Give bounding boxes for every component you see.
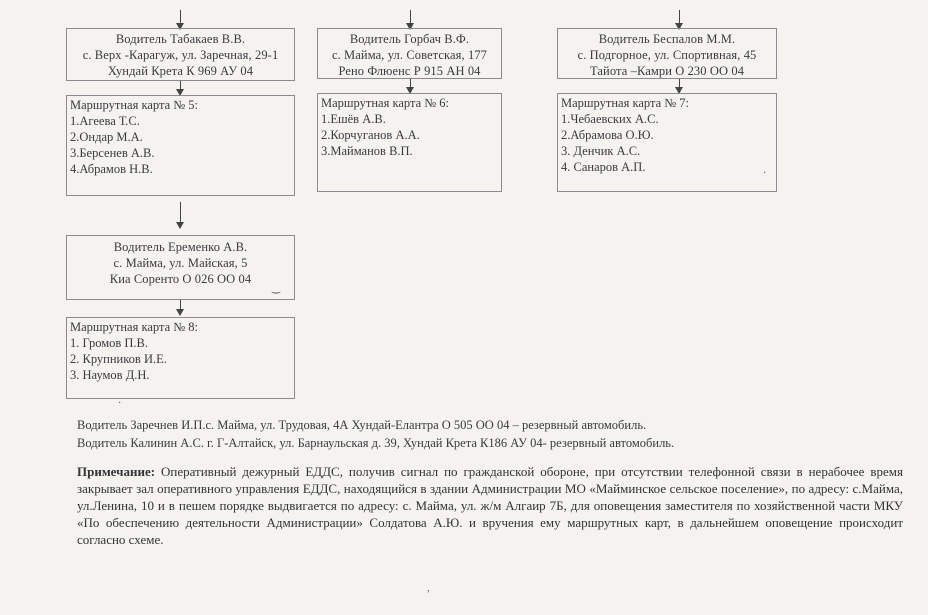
driver-address: с. Подгорное, ул. Спортивная, 45 bbox=[577, 48, 757, 62]
driver-car: Тайота –Камри О 230 ОО 04 bbox=[589, 64, 745, 78]
route-item: 4. Санаров А.П. bbox=[561, 160, 646, 174]
route-item: 2.Ондар М.А. bbox=[70, 130, 143, 144]
arrow-driver-1-route-5 bbox=[180, 80, 181, 95]
note-label: Примечание: bbox=[77, 464, 156, 479]
route-title: Маршрутная карта № 5: bbox=[70, 98, 199, 112]
route-item: 4.Абрамов Н.В. bbox=[70, 162, 153, 176]
route-item: 1.Агеева Т.С. bbox=[70, 114, 140, 128]
scan-speck: · bbox=[118, 398, 122, 409]
route-title: Маршрутная карта № 7: bbox=[561, 96, 690, 110]
arrow-to-driver-4 bbox=[180, 202, 181, 228]
route-item: 3.Берсенев А.В. bbox=[70, 146, 155, 160]
route-item: 2.Абрамова О.Ю. bbox=[561, 128, 654, 142]
arrow-to-driver-1 bbox=[180, 10, 181, 29]
driver-name: Водитель Беспалов М.М. bbox=[598, 32, 736, 46]
scan-speck: ‿ bbox=[272, 283, 281, 294]
driver-address: с. Майма, ул. Советская, 177 bbox=[331, 48, 488, 62]
driver-box-1 bbox=[66, 28, 295, 81]
driver-address: с. Верх -Карагуж, ул. Заречная, 29-1 bbox=[82, 48, 279, 62]
route-card-5 bbox=[66, 95, 295, 196]
driver-name: Водитель Табакаев В.В. bbox=[115, 32, 246, 46]
route-item: 2. Крупников И.Е. bbox=[70, 352, 167, 366]
route-item: 3. Денчик А.С. bbox=[561, 144, 641, 158]
route-item: 1.Чебаевских А.С. bbox=[561, 112, 659, 126]
driver-box-3 bbox=[557, 28, 777, 79]
route-card-8 bbox=[66, 317, 295, 399]
driver-car: Рено Флюенс Р 915 АН 04 bbox=[338, 64, 481, 78]
route-card-6 bbox=[317, 93, 502, 192]
driver-box-4 bbox=[66, 235, 295, 300]
route-item: 1.Ешёв А.В. bbox=[321, 112, 386, 126]
route-item: 2.Корчуганов А.А. bbox=[321, 128, 420, 142]
driver-car: Киа Соренто О 026 ОО 04 bbox=[109, 272, 252, 286]
reserve-line-1: Водитель Заречнев И.П.с. Майма, ул. Трудовая, 4А Хундай-Елантра О 505 ОО 04 – резервный автомобиль. bbox=[77, 418, 647, 432]
arrow-driver-4-route-8 bbox=[180, 299, 181, 315]
driver-car: Хундай Крета К 969 АУ 04 bbox=[107, 64, 254, 78]
arrow-driver-3-route-7 bbox=[679, 78, 680, 93]
route-item: 1. Громов П.В. bbox=[70, 336, 149, 350]
route-item: 3.Майманов В.П. bbox=[321, 144, 413, 158]
driver-box-2 bbox=[317, 28, 502, 79]
arrow-driver-2-route-6 bbox=[410, 78, 411, 93]
arrow-to-driver-2 bbox=[410, 10, 411, 29]
note-paragraph bbox=[77, 463, 903, 548]
route-card-7 bbox=[557, 93, 777, 192]
scan-speck: · bbox=[763, 168, 767, 179]
driver-name: Водитель Горбач В.Ф. bbox=[349, 32, 470, 46]
driver-address: с. Майма, ул. Майская, 5 bbox=[113, 256, 248, 270]
scan-speck: , bbox=[427, 583, 430, 594]
arrow-to-driver-3 bbox=[679, 10, 680, 29]
reserve-line-2: Водитель Калинин А.С. г. Г-Алтайск, ул. Барнаульская д. 39, Хундай Крета К186 АУ 04- резервный автомобиль. bbox=[77, 436, 675, 450]
note-text: Оперативный дежурный ЕДДС, получив сигнал по гражданской обороне, при отсутствии телефонной связи в нерабочее время закрывает зал оперативного управления ЕДДС, находящийся в здании Администрации МО «Майминское сельское поселение», по адресу: с.Майма, ул.Ленина, 10 и в пешем порядке выдвигается по адресу: с. Майма, ул. ж/м Алгаир 7Б, для оповещения заместителя по хозяйственной части МКУ «По обеспечению деятельности Администрации» Солдатова А.Ю. и вручения ему маршрутных карт, в дальнейшем оповещение происходит согласно схеме. bbox=[77, 464, 904, 547]
route-title: Маршрутная карта № 6: bbox=[321, 96, 450, 110]
route-title: Маршрутная карта № 8: bbox=[70, 320, 199, 334]
route-item: 3. Наумов Д.Н. bbox=[70, 368, 150, 382]
driver-name: Водитель Еременко А.В. bbox=[113, 240, 248, 254]
